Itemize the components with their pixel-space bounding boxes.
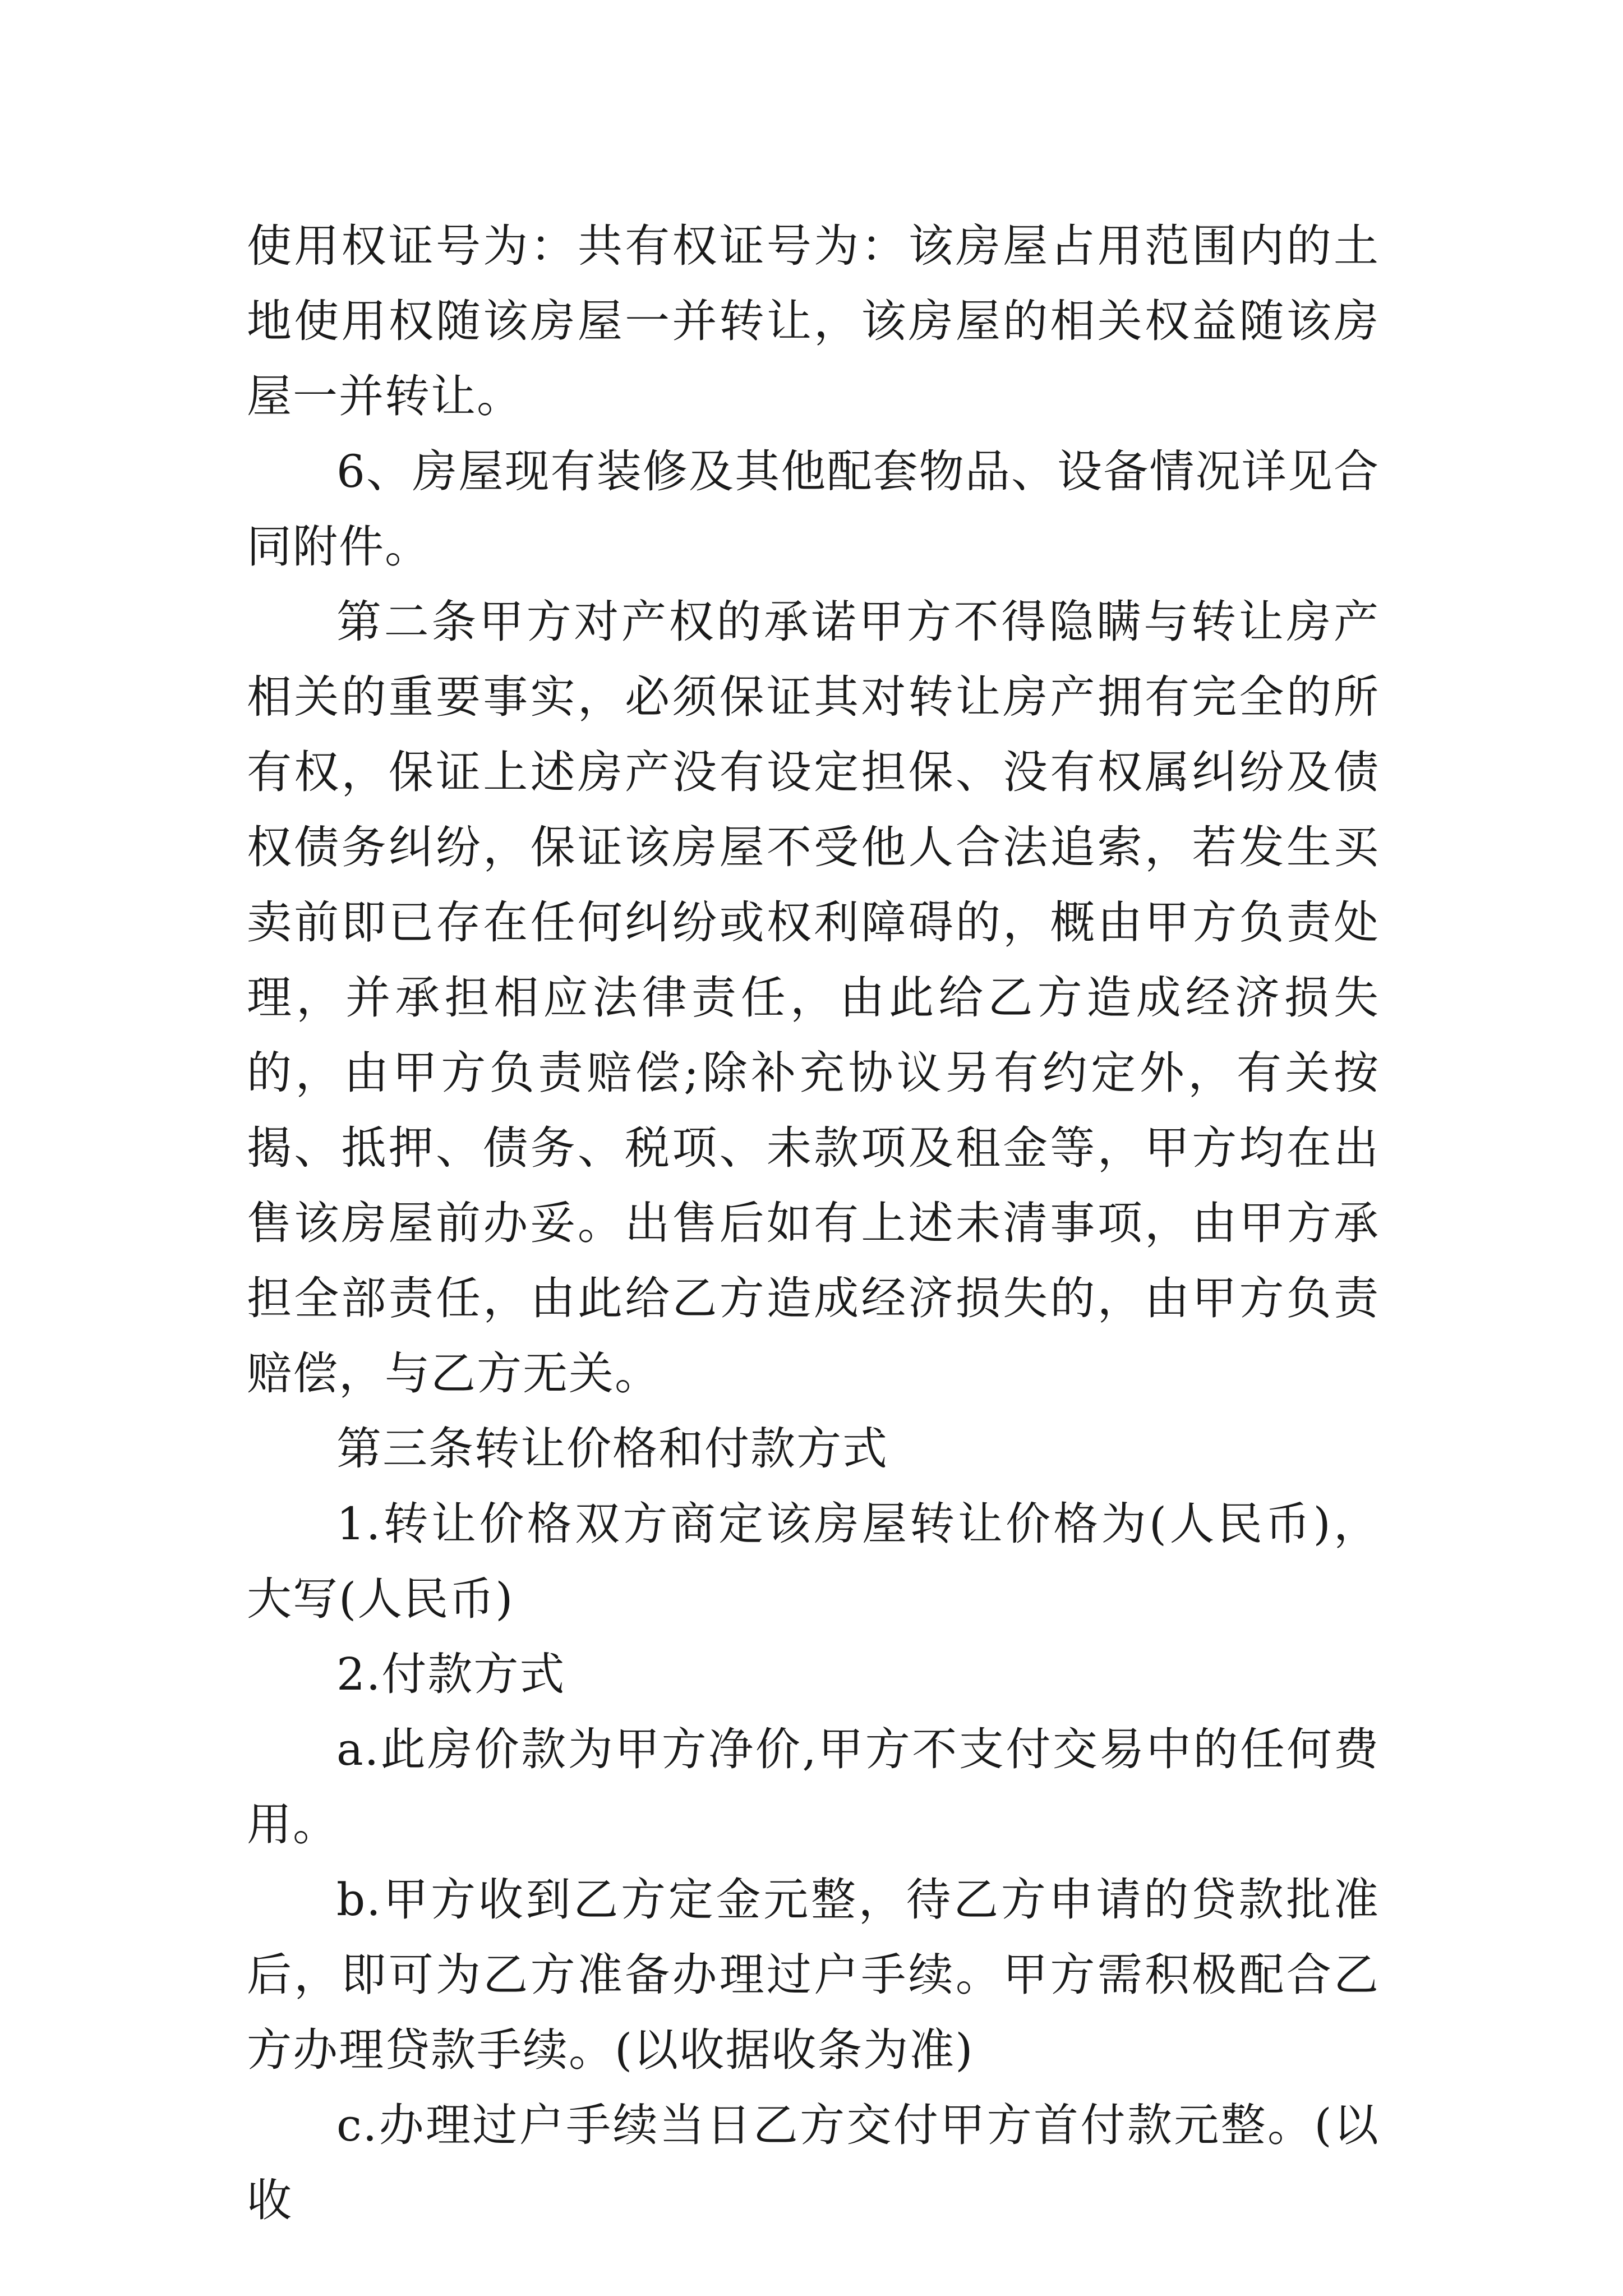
paragraph-article-3-heading: 第三条转让价格和付款方式: [336, 1423, 888, 1475]
paragraph-price: 1.转让价格双方商定该房屋转让价格为(人民币)，大写(人民币): [247, 1498, 1380, 1625]
paragraph-article-2: 第二条甲方对产权的承诺甲方不得隐瞒与转让房产相关的重要事实，必须保证其对转让房产拥有完全的所有权，保证上述房产没有设定担保、没有权属纠纷及债权债务纠纷，保证该房屋不受他人合法追索，若发生买卖前即已存在任何纠纷或权利障碍的，概由甲方负责处理，并承担相应法律责任，由此给乙方造成经济损失的，由甲方负责赔偿;除补充协议另有约定外，有关按揭、抵押、债务、税项、未款项及租金等，甲方均在出售该房屋前办妥。出售后如有上述未清事项，由甲方承担全部责任，由此给乙方造成经济损失的，由甲方负责赔偿，与乙方无关。: [247, 596, 1380, 1400]
paragraph-payment-method: 2.付款方式: [336, 1648, 566, 1700]
paragraph-clause-6: 6、房屋现有装修及其他配套物品、设备情况详见合同附件。: [247, 445, 1380, 573]
document-body: [247, 209, 1380, 2238]
paragraph-land-use-rights: 使用权证号为：共有权证号为：该房屋占用范围内的土地使用权随该房屋一并转让，该房屋的相关权益随该房屋一并转让。: [247, 220, 1380, 422]
paragraph-item-c: c.办理过户手续当日乙方交付甲方首付款元整。(以收: [247, 2099, 1380, 2226]
paragraph-item-a: a.此房价款为甲方净价,甲方不支付交易中的任何费用。: [247, 1723, 1380, 1851]
paragraph-item-b: b.甲方收到乙方定金元整，待乙方申请的贷款批准后，即可为乙方准备办理过户手续。甲方需积极配合乙方办理贷款手续。(以收据收条为准): [247, 1874, 1380, 2076]
